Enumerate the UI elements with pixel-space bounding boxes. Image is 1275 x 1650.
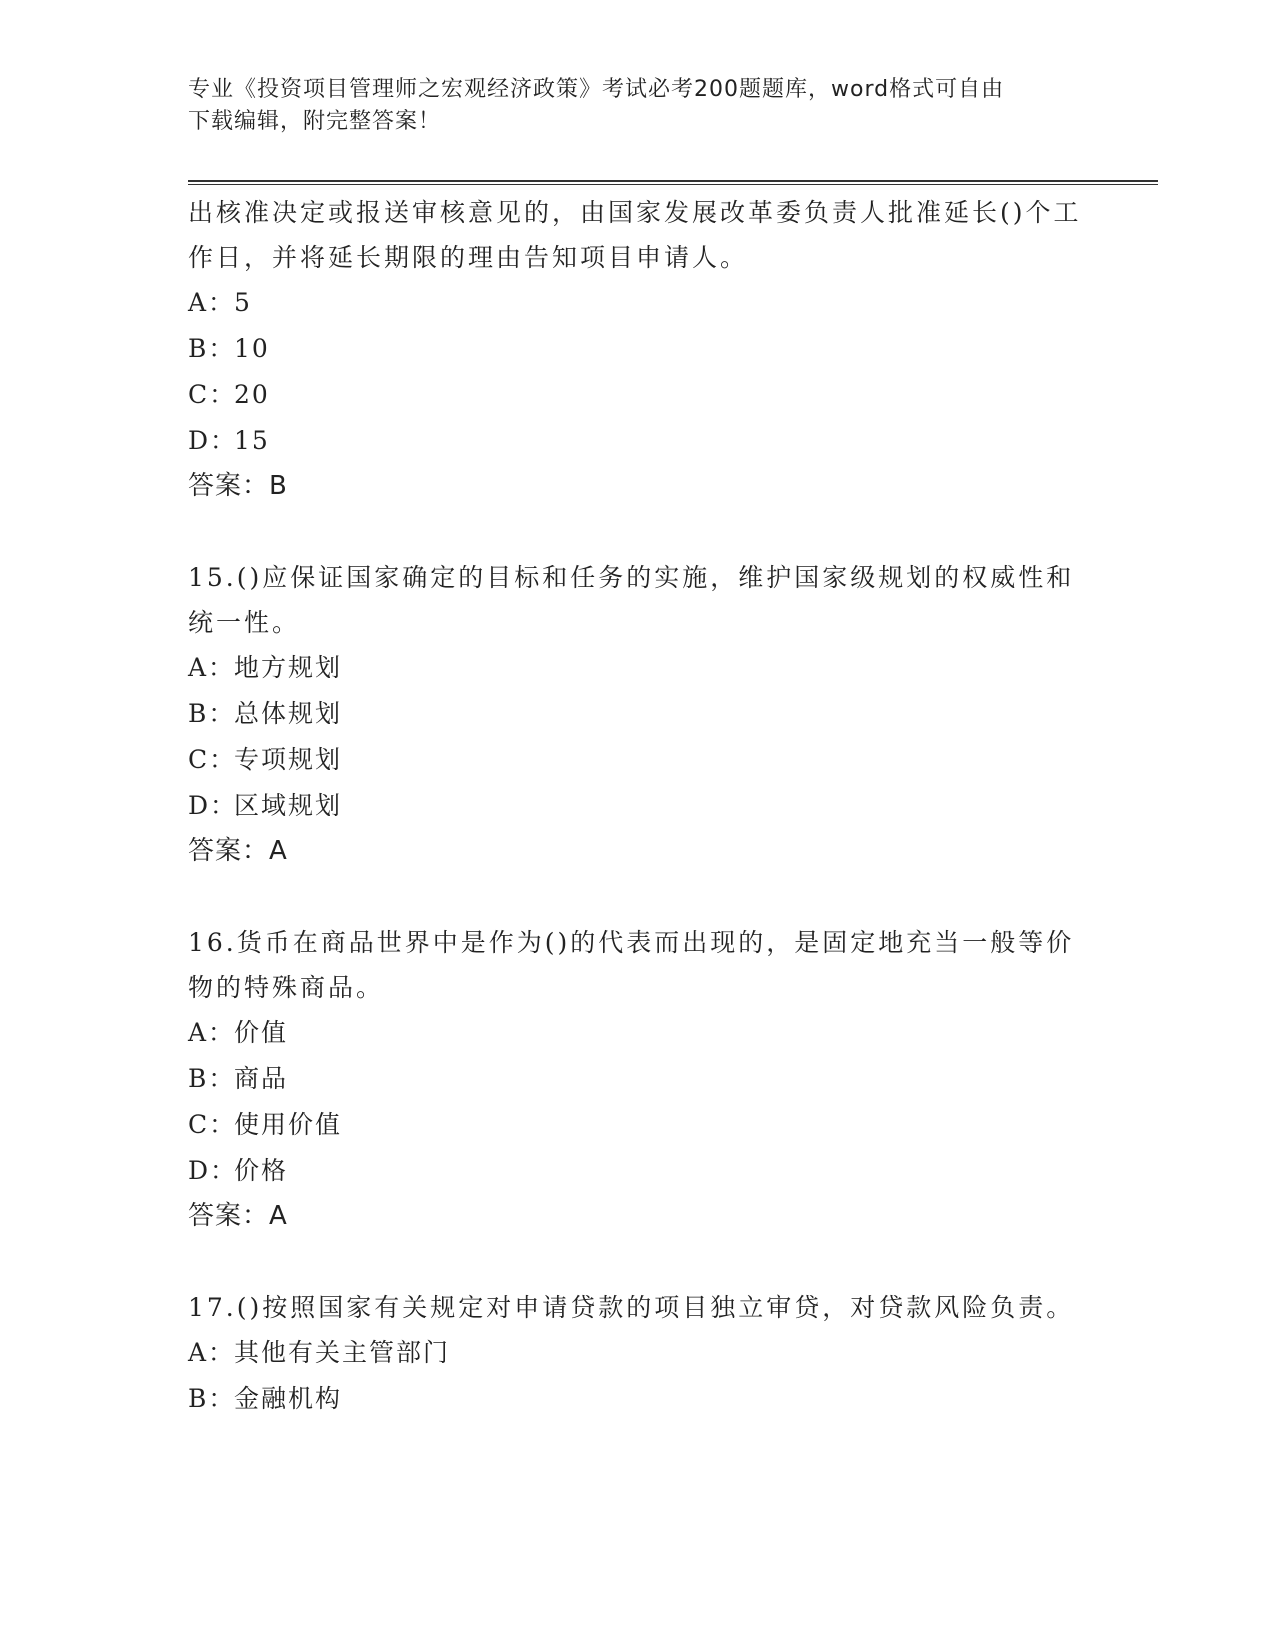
option-a (188, 280, 1088, 326)
header-line-1: 专业《投资项目管理师之宏观经济政策》考试必考200题题库，word格式可自由 (188, 77, 1005, 102)
option-value: 价格 (234, 1156, 289, 1185)
option-key: A： (188, 653, 236, 682)
option-c (188, 737, 1088, 783)
answer-line: 答案：B (188, 471, 288, 501)
option-a (188, 1010, 1088, 1056)
option-value: 20 (234, 380, 270, 409)
option-value: 使用价值 (234, 1110, 343, 1139)
answer-line: 答案：A (188, 836, 288, 866)
answer-line: 答案：A (188, 1201, 288, 1231)
option-value: 商品 (234, 1064, 289, 1093)
question-list (188, 190, 1088, 1469)
option-value: 其他有关主管部门 (234, 1338, 451, 1367)
option-d (188, 418, 1088, 464)
option-value: 15 (234, 426, 270, 455)
option-value: 专项规划 (234, 745, 343, 774)
option-key: D： (188, 791, 238, 820)
option-b (188, 691, 1088, 737)
option-a (188, 1330, 1088, 1376)
option-key: B： (188, 1064, 236, 1093)
option-key: A： (188, 288, 236, 317)
option-key: C： (188, 380, 237, 409)
option-value: 区域规划 (234, 791, 343, 820)
option-value: 价值 (234, 1018, 289, 1047)
option-key: B： (188, 334, 236, 363)
question-17 (188, 1285, 1088, 1422)
question-text: 17.()按照国家有关规定对申请贷款的项目独立审贷，对贷款风险负责。 (188, 1293, 1075, 1322)
question-text: 15.()应保证国家确定的目标和任务的实施，维护国家级规划的权威性和统一性。 (188, 563, 1075, 637)
header-line-2: 下载编辑，附完整答案！ (188, 109, 442, 134)
question-text: 16.货币在商品世界中是作为()的代表而出现的，是固定地充当一般等价物的特殊商品。 (188, 928, 1075, 1002)
option-key: A： (188, 1338, 236, 1367)
question-15 (188, 555, 1088, 873)
option-key: D： (188, 426, 238, 455)
option-value: 地方规划 (234, 653, 343, 682)
option-a (188, 645, 1088, 691)
option-value: 10 (234, 334, 270, 363)
header-divider (188, 180, 1158, 185)
option-key: A： (188, 1018, 236, 1047)
option-b (188, 326, 1088, 372)
page-header (188, 74, 1088, 138)
option-key: C： (188, 1110, 237, 1139)
option-d (188, 1148, 1088, 1194)
option-c (188, 372, 1088, 418)
option-value: 5 (234, 288, 252, 317)
question-14 (188, 190, 1088, 508)
question-text: 出核准决定或报送审核意见的，由国家发展改革委负责人批准延长()个工作日，并将延长期限的理由告知项目申请人。 (188, 198, 1082, 272)
option-b (188, 1376, 1088, 1422)
option-key: B： (188, 1384, 236, 1413)
option-key: B： (188, 699, 236, 728)
option-c (188, 1102, 1088, 1148)
option-value: 金融机构 (234, 1384, 343, 1413)
option-key: D： (188, 1156, 238, 1185)
option-value: 总体规划 (234, 699, 343, 728)
option-b (188, 1056, 1088, 1102)
question-16 (188, 920, 1088, 1238)
option-d (188, 783, 1088, 829)
option-key: C： (188, 745, 237, 774)
